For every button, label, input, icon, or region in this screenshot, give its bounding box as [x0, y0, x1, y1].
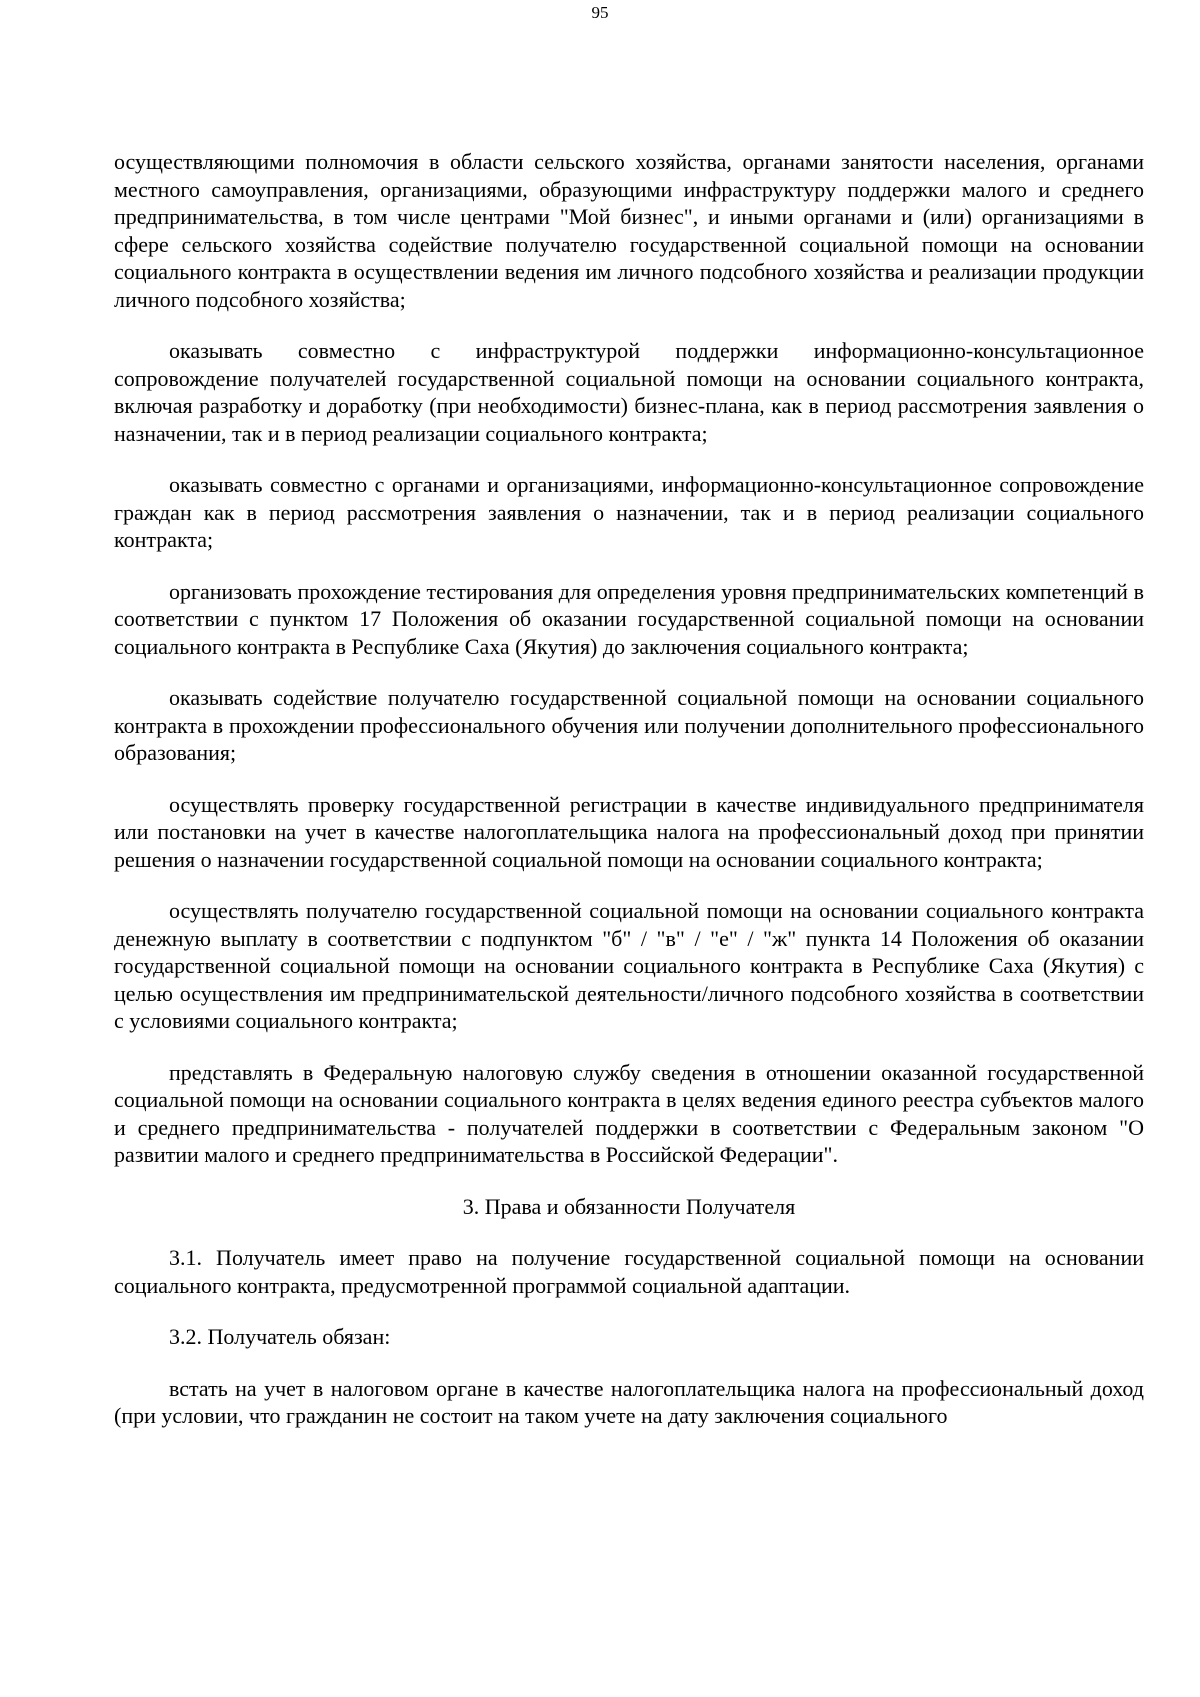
paragraph: осуществлять проверку государственной регистрации в качестве индивидуального предпринимателя или постановки на учет в качестве налогоплательщика налога на профессиональный доход при принятии решения о назначении государственной социальной помощи на основании социального контракта; — [114, 791, 1144, 872]
document-body — [114, 148, 1144, 1430]
paragraph: 3.1. Получатель имеет право на получение государственной социальной помощи на основании социального контракта, предусмотренной программой социальной адаптации. — [114, 1245, 1144, 1298]
paragraph: представлять в Федеральную налоговую службу сведения в отношении оказанной государственной социальной помощи на основании социального контракта в целях ведения единого реестра субъектов малого и среднего предпринимательства - получателей поддержки в соответствии с Федеральным законом "О развитии малого и среднего предпринимательства в Российской Федерации". — [114, 1059, 1144, 1167]
paragraph: осуществляющими полномочия в области сельского хозяйства, органами занятости населения, органами местного самоуправления, организациями, образующими инфраструктуру поддержки малого и среднего предпринимательства, в том числе центрами "Мой бизнес", и иными органами и (или) организациями в сфере сельского хозяйства содействие получателю государственной социальной помощи на основании социального контракта в осуществлении ведения им личного подсобного хозяйства и реализации продукции личного подсобного хозяйства; — [114, 149, 1144, 312]
paragraph: 3.2. Получатель обязан: — [169, 1324, 391, 1349]
paragraph: организовать прохождение тестирования для определения уровня предпринимательских компетенций в соответствии с пунктом 17 Положения об оказании государственной социальной помощи на основании социального контракта в Республике Саха (Якутия) до заключения социального контракта; — [114, 578, 1144, 659]
paragraph: оказывать совместно с органами и организациями, информационно-консультационное сопровождение граждан как в период рассмотрения заявления о назначении, так и в период реализации социального контракта; — [114, 472, 1144, 552]
paragraph: оказывать совместно с инфраструктурой поддержки информационно-консультационное сопровождение получателей государственной социальной помощи на основании социального контракта, включая разработку и доработку (при необходимости) бизнес-плана, как в период рассмотрения заявления о назначении, так и в период реализации социального контракта; — [114, 338, 1144, 446]
paragraph: оказывать содействие получателю государственной социальной помощи на основании социального контракта в прохождении профессионального обучения или получении дополнительного профессионального образования; — [114, 685, 1144, 765]
paragraph: встать на учет в налоговом органе в качестве налогоплательщика налога на профессиональный доход (при условии, что гражданин не состоит на таком учете на дату заключения социального — [114, 1375, 1144, 1428]
page-number: 95 — [591, 3, 609, 22]
paragraph: осуществлять получателю государственной социальной помощи на основании социального контракта денежную выплату в соответствии с подпунктом "б" / "в" / "е" / "ж" пункта 14 Положения об оказании государственной социальной помощи на основании социального контракта в Республике Саха (Якутия) с целью осуществления им предпринимательской деятельности/личного подсобного хозяйства в соответствии с условиями социального контракта; — [114, 898, 1144, 1033]
section-heading: 3. Права и обязанности Получателя — [462, 1193, 796, 1219]
